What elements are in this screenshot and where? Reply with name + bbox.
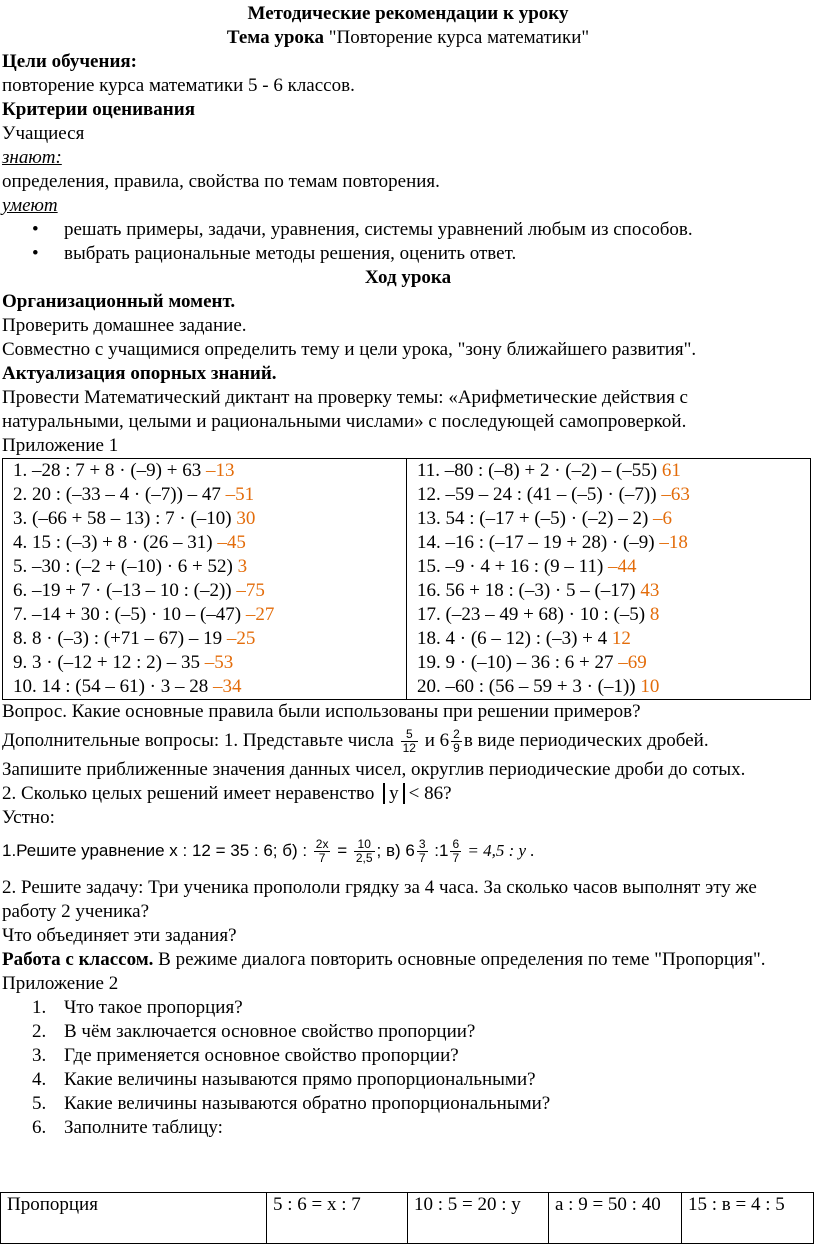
table-row: 18. 4 · (6 – 12) : (–3) + 4 12 [417, 628, 631, 649]
table-row: 19. 9 · (–10) – 36 : 6 + 27 –69 [417, 652, 647, 673]
dictation-column-left [3, 459, 407, 700]
list-item: 2. В чём заключается основное свойство пропорции? [32, 1021, 476, 1042]
answer: 12 [611, 628, 631, 649]
answer: –75 [236, 580, 265, 601]
proportion-table [0, 1192, 814, 1244]
classwork-paragraph: Работа с классом. В режиме диалога повторить основные определения по теме "Пропорция". [2, 949, 766, 970]
know-text: определения, правила, свойства по темам повторения. [2, 171, 440, 192]
actual-heading: Актуализация опорных знаний. [2, 363, 277, 384]
proportion-header-cell: Пропорция [1, 1193, 267, 1244]
org-line2: Совместно с учащимися определить тему и цели урока, "зону ближайшего развития". [2, 339, 697, 360]
appendix1-label: Приложение 1 [2, 435, 119, 456]
table-row: 10. 14 : (54 – 61) · 3 – 28 –34 [13, 676, 242, 697]
answer: 8 [649, 604, 660, 625]
table-row: 9. 3 · (–12 + 12 : 2) – 35 –53 [13, 652, 234, 673]
answer: 3 [237, 556, 248, 577]
table-row: 13. 54 : (–17 + (–5) · (–2) – 2) –6 [417, 508, 673, 529]
list-item: 3. Где применяется основное свойство пропорции? [32, 1045, 459, 1066]
unite-question: Что объединяет эти задания? [2, 925, 237, 946]
task-text: 2. Решите задачу: Три ученика пропололи грядку за 4 часа. За сколько часов выполнят эту же работу 2 ученика? [2, 877, 757, 922]
can-label: умеют [2, 195, 58, 216]
table-row: 20. –60 : (56 – 59 + 3 · (–1)) 10 [417, 676, 660, 697]
answer: –18 [659, 532, 688, 553]
table-row: 12. –59 – 24 : (41 – (–5) · (–7)) –63 [417, 484, 690, 505]
table-row: 1. –28 : 7 + 8 · (–9) + 63 –13 [13, 460, 235, 481]
table-cell: 5 : 6 = х : 7 [267, 1193, 408, 1244]
document-title: Методические рекомендации к уроку [247, 3, 569, 24]
topic-text: "Повторение курса математики" [328, 27, 590, 48]
list-item: • выбрать рациональные методы решения, оценить ответ. [2, 242, 814, 266]
table-row: 3. (–66 + 58 – 13) : 7 · (–10) 30 [13, 508, 256, 529]
main-question: Вопрос. Какие основные правила были использованы при решении примеров? [2, 701, 641, 722]
equations-line: 1.Решите уравнение х : 12 = 35 : 6; б) : $\frac{2х}{7}$ = $\frac{10}{2,5}$ ; в) 6 $\frac{3}{7}$ :1 $\frac{6}{7}$ = 4,5 : y . [2, 837, 535, 866]
table-row: 7. –14 + 30 : (–5) · 10 – (–47) –27 [13, 604, 275, 625]
table-row: 15. –9 · 4 + 16 : (9 – 11) –44 [417, 556, 637, 577]
table-row: 2. 20 : (–33 – 4 · (–7)) – 47 –51 [13, 484, 255, 505]
answer: 61 [661, 460, 681, 481]
lesson-heading: Ход урока [364, 267, 452, 288]
question-list [2, 996, 814, 1140]
answer: –13 [205, 460, 235, 481]
actual-text: Провести Математический диктант на проверку темы: «Арифметические действия с натуральными, целыми и рациональными числами» с последующей самопроверкой. [2, 387, 688, 432]
list-item: 4. Какие величины называются прямо пропорциональными? [32, 1069, 536, 1090]
answer: –45 [217, 532, 246, 553]
approx-text: Запишите приближенные значения данных чисел, округлив периодические дроби до сотых. [2, 759, 746, 780]
list-item: • решать примеры, задачи, уравнения, системы уравнений любым из способов. [2, 218, 814, 242]
extra-questions: Дополнительные вопросы: 1. Представьте числа $\frac{5}{12}$ и 6 $\frac{2}{9}$ в виде периодических дробей. [2, 727, 709, 756]
lesson-topic [2, 26, 814, 50]
can-list [2, 218, 814, 266]
table-row: 17. (–23 – 49 + 68) · 10 : (–5) 8 [417, 604, 660, 625]
table-row: 6. –19 + 7 · (–13 – 10 : (–2)) –75 [13, 580, 265, 601]
goals-text: повторение курса математики 5 - 6 классов. [2, 75, 355, 96]
answer: –44 [608, 556, 637, 577]
table-row: 16. 56 + 18 : (–3) · 5 – (–17) 43 [417, 580, 660, 601]
answer: –27 [245, 604, 275, 625]
answer: –63 [661, 484, 690, 505]
students-label: Учащиеся [2, 123, 85, 144]
table-row: 5. –30 : (–2 + (–10) · 6 + 52) 3 [13, 556, 248, 577]
topic-prefix: Тема урока [226, 27, 329, 48]
answer: –51 [225, 484, 255, 505]
table-cell: а : 9 = 50 : 40 [549, 1193, 682, 1244]
org-line1: Проверить домашнее задание. [2, 315, 247, 336]
answer: –69 [618, 652, 647, 673]
answer: 10 [640, 676, 660, 697]
dictation-table [2, 458, 811, 700]
org-heading: Организационный момент. [2, 291, 236, 312]
fraction: $\frac{2}{9}$ [453, 727, 460, 756]
appendix2-label: Приложение 2 [2, 973, 119, 994]
oral-label: Устно: [2, 807, 55, 828]
table-cell: 10 : 5 = 20 : у [408, 1193, 549, 1244]
answer: –6 [653, 508, 673, 529]
table-row: 4. 15 : (–3) + 8 · (26 – 31) –45 [13, 532, 246, 553]
answer: –25 [226, 628, 256, 649]
list-item: 5. Какие величины называются обратно пропорциональными? [32, 1093, 551, 1114]
table-row: 11. –80 : (–8) + 2 · (–2) – (–55) 61 [417, 460, 681, 481]
fraction: $\frac{5}{12}$ [402, 727, 416, 756]
know-label: знают: [2, 147, 62, 168]
table-row: 8. 8 · (–3) : (+71 – 67) – 19 –25 [13, 628, 256, 649]
answer: –53 [204, 652, 234, 673]
table-row: 14. –16 : (–17 – 19 + 28) · (–9) –18 [417, 532, 688, 553]
criteria-heading: Критерии оценивания [2, 99, 195, 120]
list-item: 6. Заполните таблицу: [32, 1117, 223, 1138]
list-item: 1. Что такое пропорция? [32, 997, 243, 1018]
inequality-question: 2. Сколько целых решений имеет неравенство y < 86? [2, 783, 452, 804]
goals-heading: Цели обучения: [2, 51, 137, 72]
answer: 43 [640, 580, 660, 601]
table-cell: 15 : в = 4 : 5 [682, 1193, 814, 1244]
answer: –34 [213, 676, 242, 697]
answer: 30 [236, 508, 256, 529]
dictation-column-right [407, 459, 811, 700]
